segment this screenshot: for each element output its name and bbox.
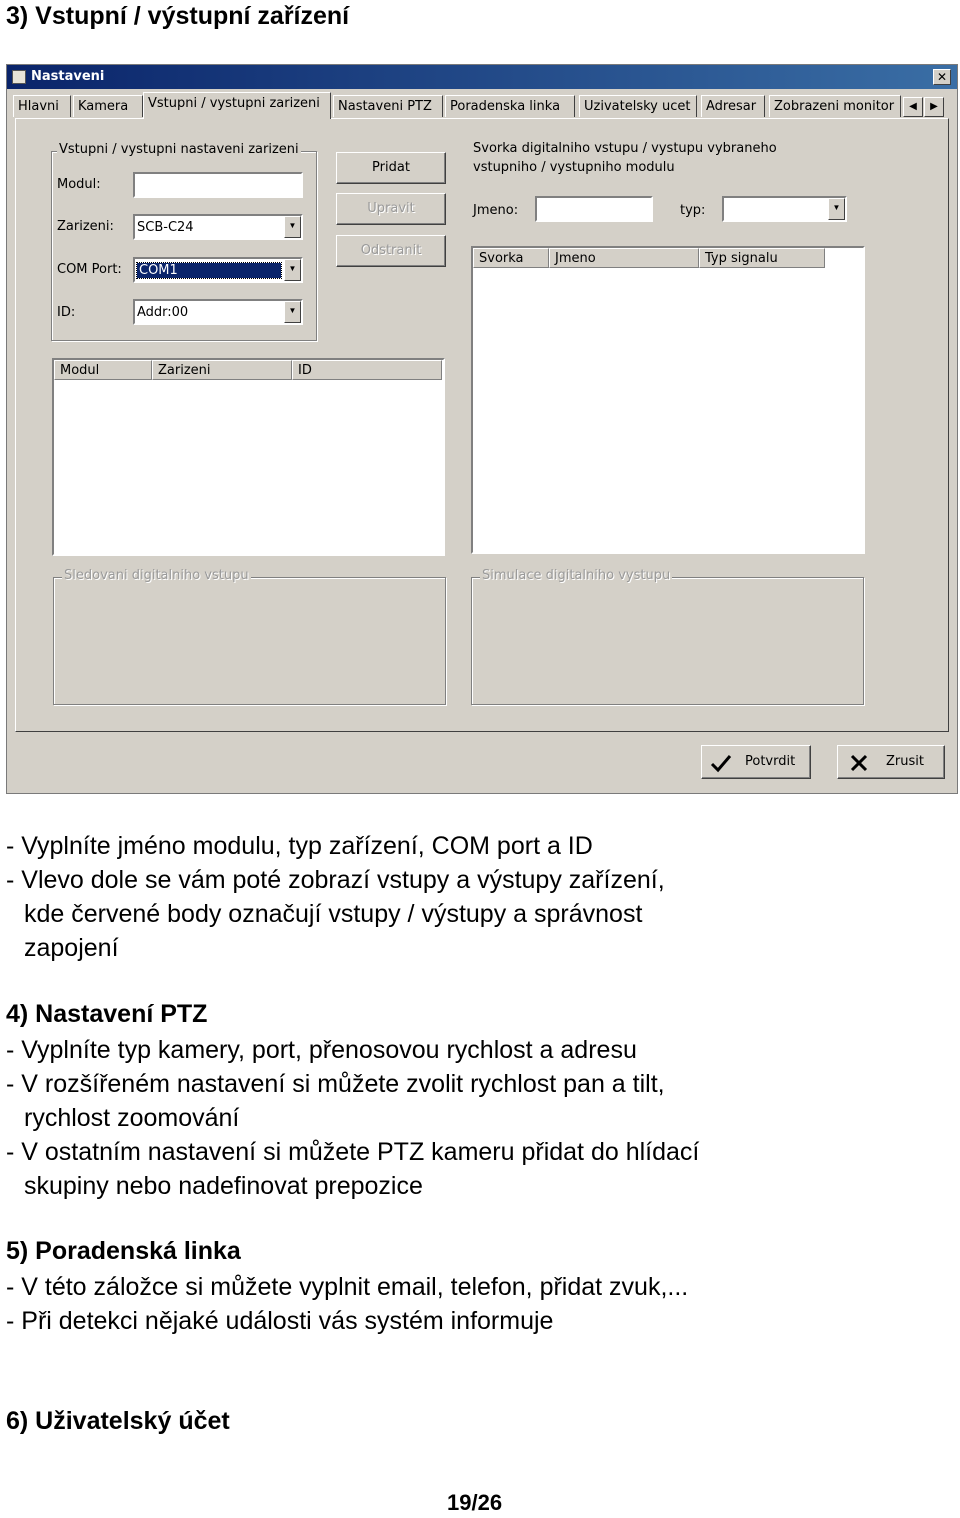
monitor-digital-input-legend: Sledovani digitalniho vstupu	[64, 568, 249, 583]
tab-hlavni[interactable]: Hlavni	[13, 95, 71, 117]
zrusit-button[interactable]: Zrusit	[837, 745, 945, 779]
id-select[interactable]: Addr:00 ▼	[133, 299, 303, 325]
com-port-select[interactable]: COM1 ▼	[133, 257, 303, 283]
tab-kamera[interactable]: Kamera	[73, 95, 143, 117]
column-header-jmeno[interactable]: Jmeno	[549, 248, 699, 268]
simulate-digital-output-legend: Simulace digitalniho vystupu	[482, 568, 671, 583]
section5-line: - V této záložce si můžete vyplnit email, telefon, přidat zvuk,...	[6, 1273, 689, 1301]
typ-label: typ:	[680, 203, 706, 218]
section4-line: - Vyplníte typ kamery, port, přenosovou rychlost a adresu	[6, 1036, 637, 1064]
section-heading-6: 6) Uživatelský účet	[6, 1407, 230, 1435]
terminal-group-title-line2: vstupniho / vystupniho modulu	[473, 160, 675, 175]
terminal-group-title-line1: Svorka digitalniho vstupu / vystupu vybraneho	[473, 141, 777, 156]
modul-label: Modul:	[57, 177, 101, 192]
section4-line: - V rozšířeném nastavení si můžete zvolit rychlost pan a tilt,	[6, 1070, 665, 1098]
typ-select[interactable]	[722, 196, 847, 222]
page-number: 19/26	[447, 1490, 503, 1515]
section4-line: - V ostatním nastavení si můžete PTZ kameru přidat do hlídací	[6, 1138, 700, 1166]
section3-line: zapojení	[24, 934, 119, 962]
tab-uzivatelsky-ucet[interactable]: Uzivatelsky ucet	[579, 95, 697, 117]
pridat-button[interactable]: Pridat	[336, 152, 446, 184]
section4-line: rychlost zoomování	[24, 1104, 240, 1132]
column-header-id[interactable]: ID	[292, 360, 442, 380]
column-header-modul[interactable]: Modul	[54, 360, 152, 380]
app-icon	[12, 70, 26, 84]
jmeno-label: Jmeno:	[473, 203, 519, 218]
section-heading-4: 4) Nastavení PTZ	[6, 1000, 208, 1028]
com-port-label: COM Port:	[57, 262, 122, 277]
terminal-list[interactable]	[471, 246, 865, 554]
chevron-down-icon[interactable]: ▼	[828, 198, 845, 220]
column-header-svorka[interactable]: Svorka	[473, 248, 549, 268]
cross-icon	[850, 754, 868, 772]
column-header-zarizeni[interactable]: Zarizeni	[152, 360, 292, 380]
potvrdit-button[interactable]: Potvrdit	[701, 745, 811, 779]
zarizeni-label: Zarizeni:	[57, 219, 114, 234]
section3-line: - Vlevo dole se vám poté zobrazí vstupy a výstupy zařízení,	[6, 866, 665, 894]
zarizeni-select[interactable]: SCB-C24 ▼	[133, 214, 303, 240]
section-heading-3: 3) Vstupní / výstupní zařízení	[6, 2, 350, 30]
tab-adresar[interactable]: Adresar	[701, 95, 765, 117]
settings-window	[6, 64, 958, 794]
section3-paragraph	[6, 829, 665, 965]
simulate-digital-output-group	[471, 577, 864, 705]
close-icon[interactable]: ✕	[933, 69, 951, 85]
chevron-down-icon[interactable]: ▼	[284, 216, 301, 238]
title-bar	[7, 65, 957, 89]
section4-paragraph	[6, 1033, 699, 1203]
tab-poradenska-linka[interactable]: Poradenska linka	[445, 95, 575, 117]
id-label: ID:	[57, 305, 76, 320]
tab-scroll-left-icon[interactable]: ◀	[903, 97, 923, 117]
jmeno-input[interactable]	[535, 196, 653, 222]
tab-vstupni-vystupni-zarizeni[interactable]: Vstupni / vystupni zarizeni	[143, 92, 331, 119]
tab-nastaveni-ptz[interactable]: Nastaveni PTZ	[333, 95, 443, 117]
monitor-digital-input-group	[53, 577, 446, 705]
checkmark-icon	[710, 753, 732, 773]
tab-scroll-right-icon[interactable]: ▶	[924, 97, 944, 117]
window-title: Nastaveni	[31, 69, 105, 84]
section5-line: - Při detekci nějaké události vás systém informuje	[6, 1307, 554, 1335]
module-list[interactable]	[52, 358, 445, 556]
tab-zobrazeni-monitor[interactable]: Zobrazeni monitor	[769, 95, 901, 117]
odstranit-button[interactable]: Odstranit	[336, 235, 446, 267]
section-heading-5: 5) Poradenská linka	[6, 1237, 241, 1265]
chevron-down-icon[interactable]: ▼	[284, 259, 301, 281]
section3-line: kde červené body označují vstupy / výstupy a správnost	[24, 900, 643, 928]
modul-input[interactable]	[133, 172, 303, 198]
device-settings-legend: Vstupni / vystupni nastaveni zarizeni	[59, 142, 299, 157]
column-header-typ-signalu[interactable]: Typ signalu	[699, 248, 825, 268]
upravit-button[interactable]: Upravit	[336, 193, 446, 225]
section4-line: skupiny nebo nadefinovat prepozice	[24, 1172, 423, 1200]
chevron-down-icon[interactable]: ▼	[284, 301, 301, 323]
section5-paragraph	[6, 1270, 688, 1338]
section3-line: - Vyplníte jméno modulu, typ zařízení, COM port a ID	[6, 832, 593, 860]
